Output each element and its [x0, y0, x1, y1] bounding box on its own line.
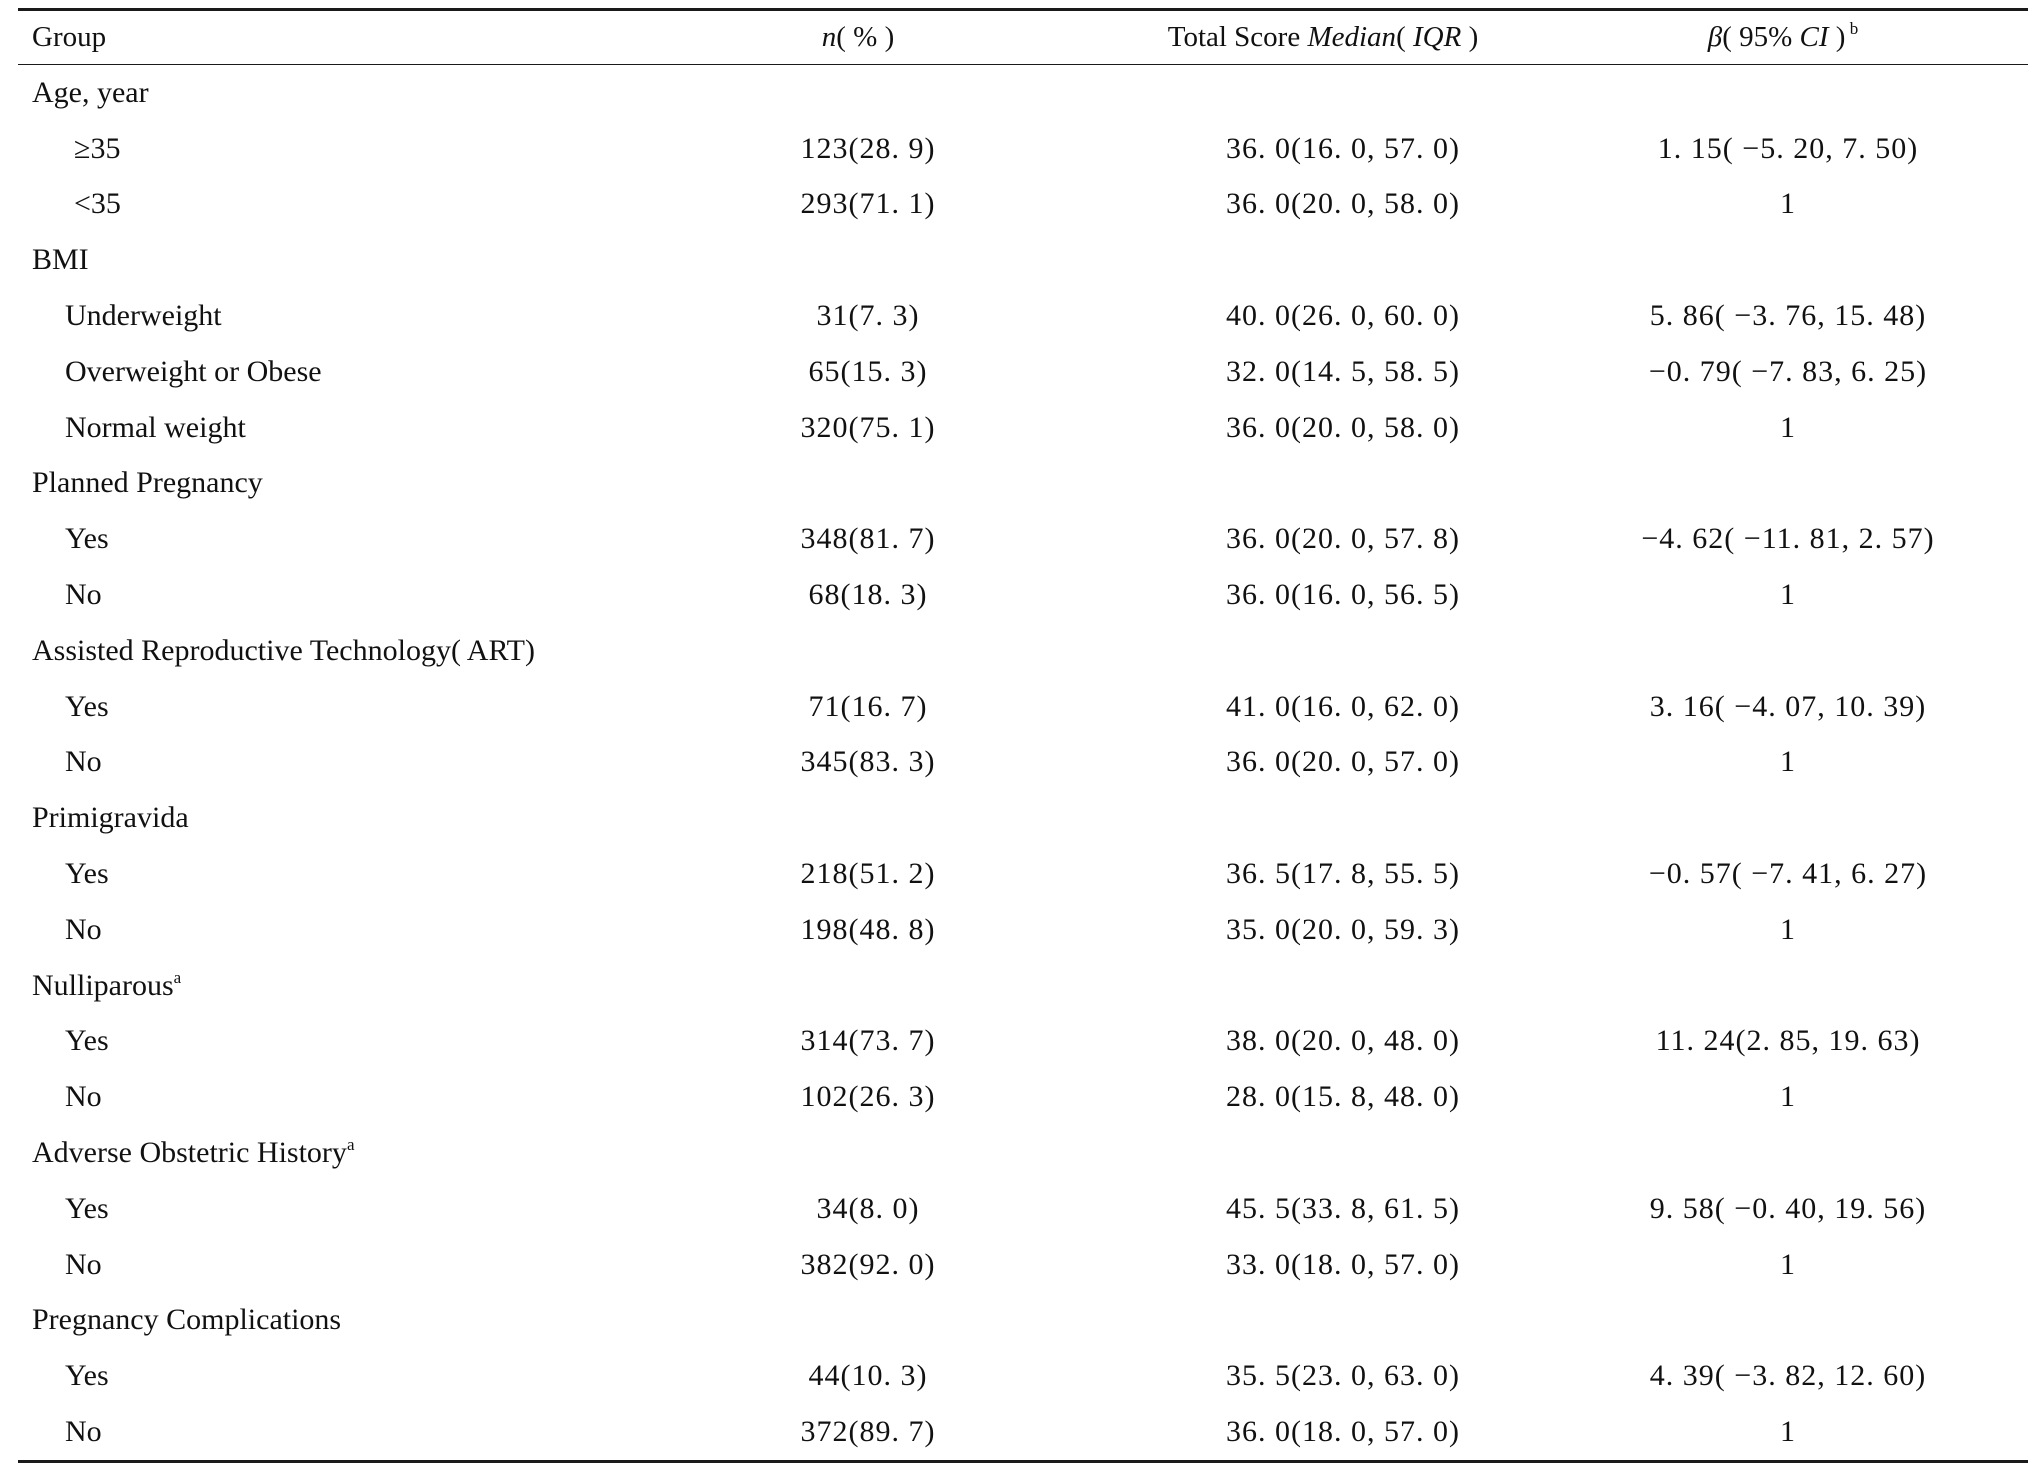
beta-ci-cell: 1	[1780, 410, 1796, 444]
n-percent-cell: 382(92. 0)	[800, 1247, 936, 1281]
row-label-text: Nulliparous	[32, 968, 174, 1002]
beta-ci-cell: 1	[1780, 578, 1796, 612]
subgroup-label	[18, 913, 618, 947]
total-score-cell: 36. 0(18. 0, 57. 0)	[1226, 1415, 1460, 1449]
header-n-percent	[618, 21, 1098, 54]
beta-ci-cell: 1. 15( −5. 20, 7. 50)	[1657, 131, 1919, 165]
table-row	[18, 344, 2028, 400]
row-label-text: No	[65, 912, 102, 946]
subgroup-label	[18, 745, 618, 779]
header-ci: CI	[1799, 21, 1829, 53]
category-row	[18, 1293, 2028, 1349]
beta-ci-cell: 3. 16( −4. 07, 10. 39)	[1649, 689, 1927, 723]
table-row	[18, 400, 2028, 456]
subgroup-label	[18, 578, 618, 612]
row-label-text: Overweight or Obese	[65, 354, 322, 388]
beta-ci-cell: 11. 24(2. 85, 19. 63)	[1655, 1024, 1921, 1058]
results-table	[18, 8, 2028, 1463]
row-label-text: Yes	[65, 1191, 109, 1225]
header-beta-open-paren: ( 95%	[1722, 21, 1800, 53]
header-score-open-paren: (	[1396, 21, 1413, 53]
row-label-text: Yes	[65, 689, 109, 723]
row-label-text: Yes	[65, 857, 109, 891]
total-score-cell: 35. 5(23. 0, 63. 0)	[1226, 1359, 1460, 1393]
n-percent-cell: 348(81. 7)	[800, 522, 936, 556]
header-group: Group	[32, 21, 107, 53]
table-row	[18, 679, 2028, 735]
subgroup-label	[18, 411, 618, 445]
header-beta-close-paren: )	[1828, 21, 1846, 53]
total-score-cell: 41. 0(16. 0, 62. 0)	[1226, 689, 1460, 723]
table-row	[18, 1014, 2028, 1070]
n-percent-cell: 44(10. 3)	[808, 1359, 928, 1393]
table-row	[18, 511, 2028, 567]
n-percent-cell: 102(26. 3)	[800, 1080, 936, 1114]
beta-ci-cell: −0. 79( −7. 83, 6. 25)	[1648, 354, 1928, 388]
subgroup-label	[18, 1080, 618, 1114]
header-footnote-b: b	[1845, 19, 1859, 38]
category-row	[18, 623, 2028, 679]
total-score-cell: 36. 0(20. 0, 58. 0)	[1226, 410, 1460, 444]
n-percent-cell: 314(73. 7)	[800, 1024, 936, 1058]
total-score-cell: 36. 0(16. 0, 56. 5)	[1226, 578, 1460, 612]
header-beta-symbol: β	[1707, 21, 1723, 53]
row-label-text: Planned Pregnancy	[32, 466, 263, 500]
subgroup-label	[18, 187, 618, 221]
row-label-text: Assisted Reproductive Technology( ART)	[32, 633, 535, 667]
table-row	[18, 846, 2028, 902]
beta-ci-cell: 4. 39( −3. 82, 12. 60)	[1649, 1359, 1927, 1393]
n-percent-cell: 218(51. 2)	[800, 857, 936, 891]
category-label	[18, 801, 618, 835]
beta-ci-cell: 1	[1780, 912, 1796, 946]
subgroup-label	[18, 1248, 618, 1282]
subgroup-label	[18, 522, 618, 556]
table-row	[18, 1237, 2028, 1293]
header-median: Median	[1307, 21, 1397, 53]
beta-ci-cell: −4. 62( −11. 81, 2. 57)	[1641, 522, 1935, 556]
n-percent-cell: 320(75. 1)	[800, 410, 936, 444]
n-percent-cell: 198(48. 8)	[800, 912, 936, 946]
n-percent-cell: 372(89. 7)	[800, 1415, 936, 1449]
subgroup-label	[18, 1415, 618, 1449]
beta-ci-cell: 9. 58( −0. 40, 19. 56)	[1649, 1191, 1927, 1225]
row-label-text: Underweight	[65, 299, 222, 333]
subgroup-label	[18, 1359, 618, 1393]
beta-ci-cell: 5. 86( −3. 76, 15. 48)	[1649, 299, 1927, 333]
table-row	[18, 121, 2028, 177]
total-score-cell: 45. 5(33. 8, 61. 5)	[1226, 1191, 1460, 1225]
total-score-cell: 36. 5(17. 8, 55. 5)	[1226, 857, 1460, 891]
total-score-cell: 36. 0(20. 0, 57. 8)	[1226, 522, 1460, 556]
table-row	[18, 288, 2028, 344]
row-label-text: Yes	[65, 1359, 109, 1393]
table-row	[18, 1404, 2028, 1460]
table-header-row	[18, 11, 2028, 65]
subgroup-label	[18, 690, 618, 724]
n-percent-cell: 293(71. 1)	[800, 187, 936, 221]
n-percent-cell: 34(8. 0)	[816, 1191, 920, 1225]
category-row	[18, 456, 2028, 512]
total-score-cell: 36. 0(16. 0, 57. 0)	[1226, 131, 1460, 165]
row-label-text: <35	[74, 187, 121, 221]
table-row	[18, 1181, 2028, 1237]
total-score-cell: 40. 0(26. 0, 60. 0)	[1226, 299, 1460, 333]
table-row	[18, 1348, 2028, 1404]
header-n-symbol: n	[821, 21, 837, 53]
category-row	[18, 65, 2028, 121]
beta-ci-cell: 1	[1780, 745, 1796, 779]
table-row	[18, 735, 2028, 791]
total-score-cell: 36. 0(20. 0, 57. 0)	[1226, 745, 1460, 779]
category-label	[18, 969, 618, 1003]
beta-ci-cell: 1	[1780, 1247, 1796, 1281]
beta-ci-cell: −0. 57( −7. 41, 6. 27)	[1648, 857, 1928, 891]
row-label-text: No	[65, 745, 102, 779]
table-body	[18, 65, 2028, 1460]
beta-ci-cell: 1	[1780, 1415, 1796, 1449]
table-row	[18, 177, 2028, 233]
row-label-text: Primigravida	[32, 801, 189, 835]
footnote-marker: a	[346, 1135, 355, 1155]
header-percent: ( % )	[836, 21, 895, 53]
subgroup-label	[18, 1024, 618, 1058]
row-label-text: No	[65, 1415, 102, 1449]
row-label-text: No	[65, 578, 102, 612]
row-label-text: Yes	[65, 522, 109, 556]
table-row	[18, 1069, 2028, 1125]
table-row	[18, 567, 2028, 623]
category-row	[18, 232, 2028, 288]
header-total-score	[1098, 21, 1548, 54]
subgroup-label	[18, 857, 618, 891]
header-total-score-label: Total Score	[1167, 21, 1308, 53]
total-score-cell: 38. 0(20. 0, 48. 0)	[1226, 1024, 1460, 1058]
n-percent-cell: 345(83. 3)	[800, 745, 936, 779]
category-label	[18, 466, 618, 500]
header-score-close-paren: )	[1461, 21, 1479, 53]
row-label-text: Pregnancy Complications	[32, 1303, 342, 1337]
beta-ci-cell: 1	[1780, 1080, 1796, 1114]
row-label-text: Age, year	[32, 75, 149, 109]
footnote-marker: a	[173, 967, 182, 987]
n-percent-cell: 31(7. 3)	[816, 299, 920, 333]
category-row	[18, 958, 2028, 1014]
n-percent-cell: 65(15. 3)	[808, 354, 928, 388]
row-label-text: No	[65, 1080, 102, 1114]
category-label	[18, 1136, 618, 1170]
total-score-cell: 33. 0(18. 0, 57. 0)	[1226, 1247, 1460, 1281]
total-score-cell: 35. 0(20. 0, 59. 3)	[1226, 912, 1460, 946]
n-percent-cell: 68(18. 3)	[808, 578, 928, 612]
n-percent-cell: 71(16. 7)	[808, 689, 928, 723]
header-iqr: IQR	[1412, 21, 1462, 53]
subgroup-label	[18, 355, 618, 389]
row-label-text: No	[65, 1247, 102, 1281]
category-row	[18, 790, 2028, 846]
table-row	[18, 902, 2028, 958]
category-row	[18, 1125, 2028, 1181]
subgroup-label	[18, 1192, 618, 1226]
row-label-text: Normal weight	[65, 410, 246, 444]
category-label	[18, 1303, 618, 1337]
category-label	[18, 76, 618, 110]
row-label-text: Adverse Obstetric History	[32, 1136, 347, 1170]
row-label-text: BMI	[32, 243, 89, 277]
header-beta-ci	[1548, 21, 2018, 54]
beta-ci-cell: 1	[1780, 187, 1796, 221]
category-label	[18, 634, 618, 668]
subgroup-label	[18, 299, 618, 333]
category-label	[18, 243, 618, 277]
total-score-cell: 28. 0(15. 8, 48. 0)	[1226, 1080, 1460, 1114]
subgroup-label	[18, 132, 618, 166]
row-label-text: Yes	[65, 1024, 109, 1058]
total-score-cell: 36. 0(20. 0, 58. 0)	[1226, 187, 1460, 221]
row-label-text: ≥35	[74, 131, 121, 165]
n-percent-cell: 123(28. 9)	[800, 131, 936, 165]
total-score-cell: 32. 0(14. 5, 58. 5)	[1226, 354, 1460, 388]
